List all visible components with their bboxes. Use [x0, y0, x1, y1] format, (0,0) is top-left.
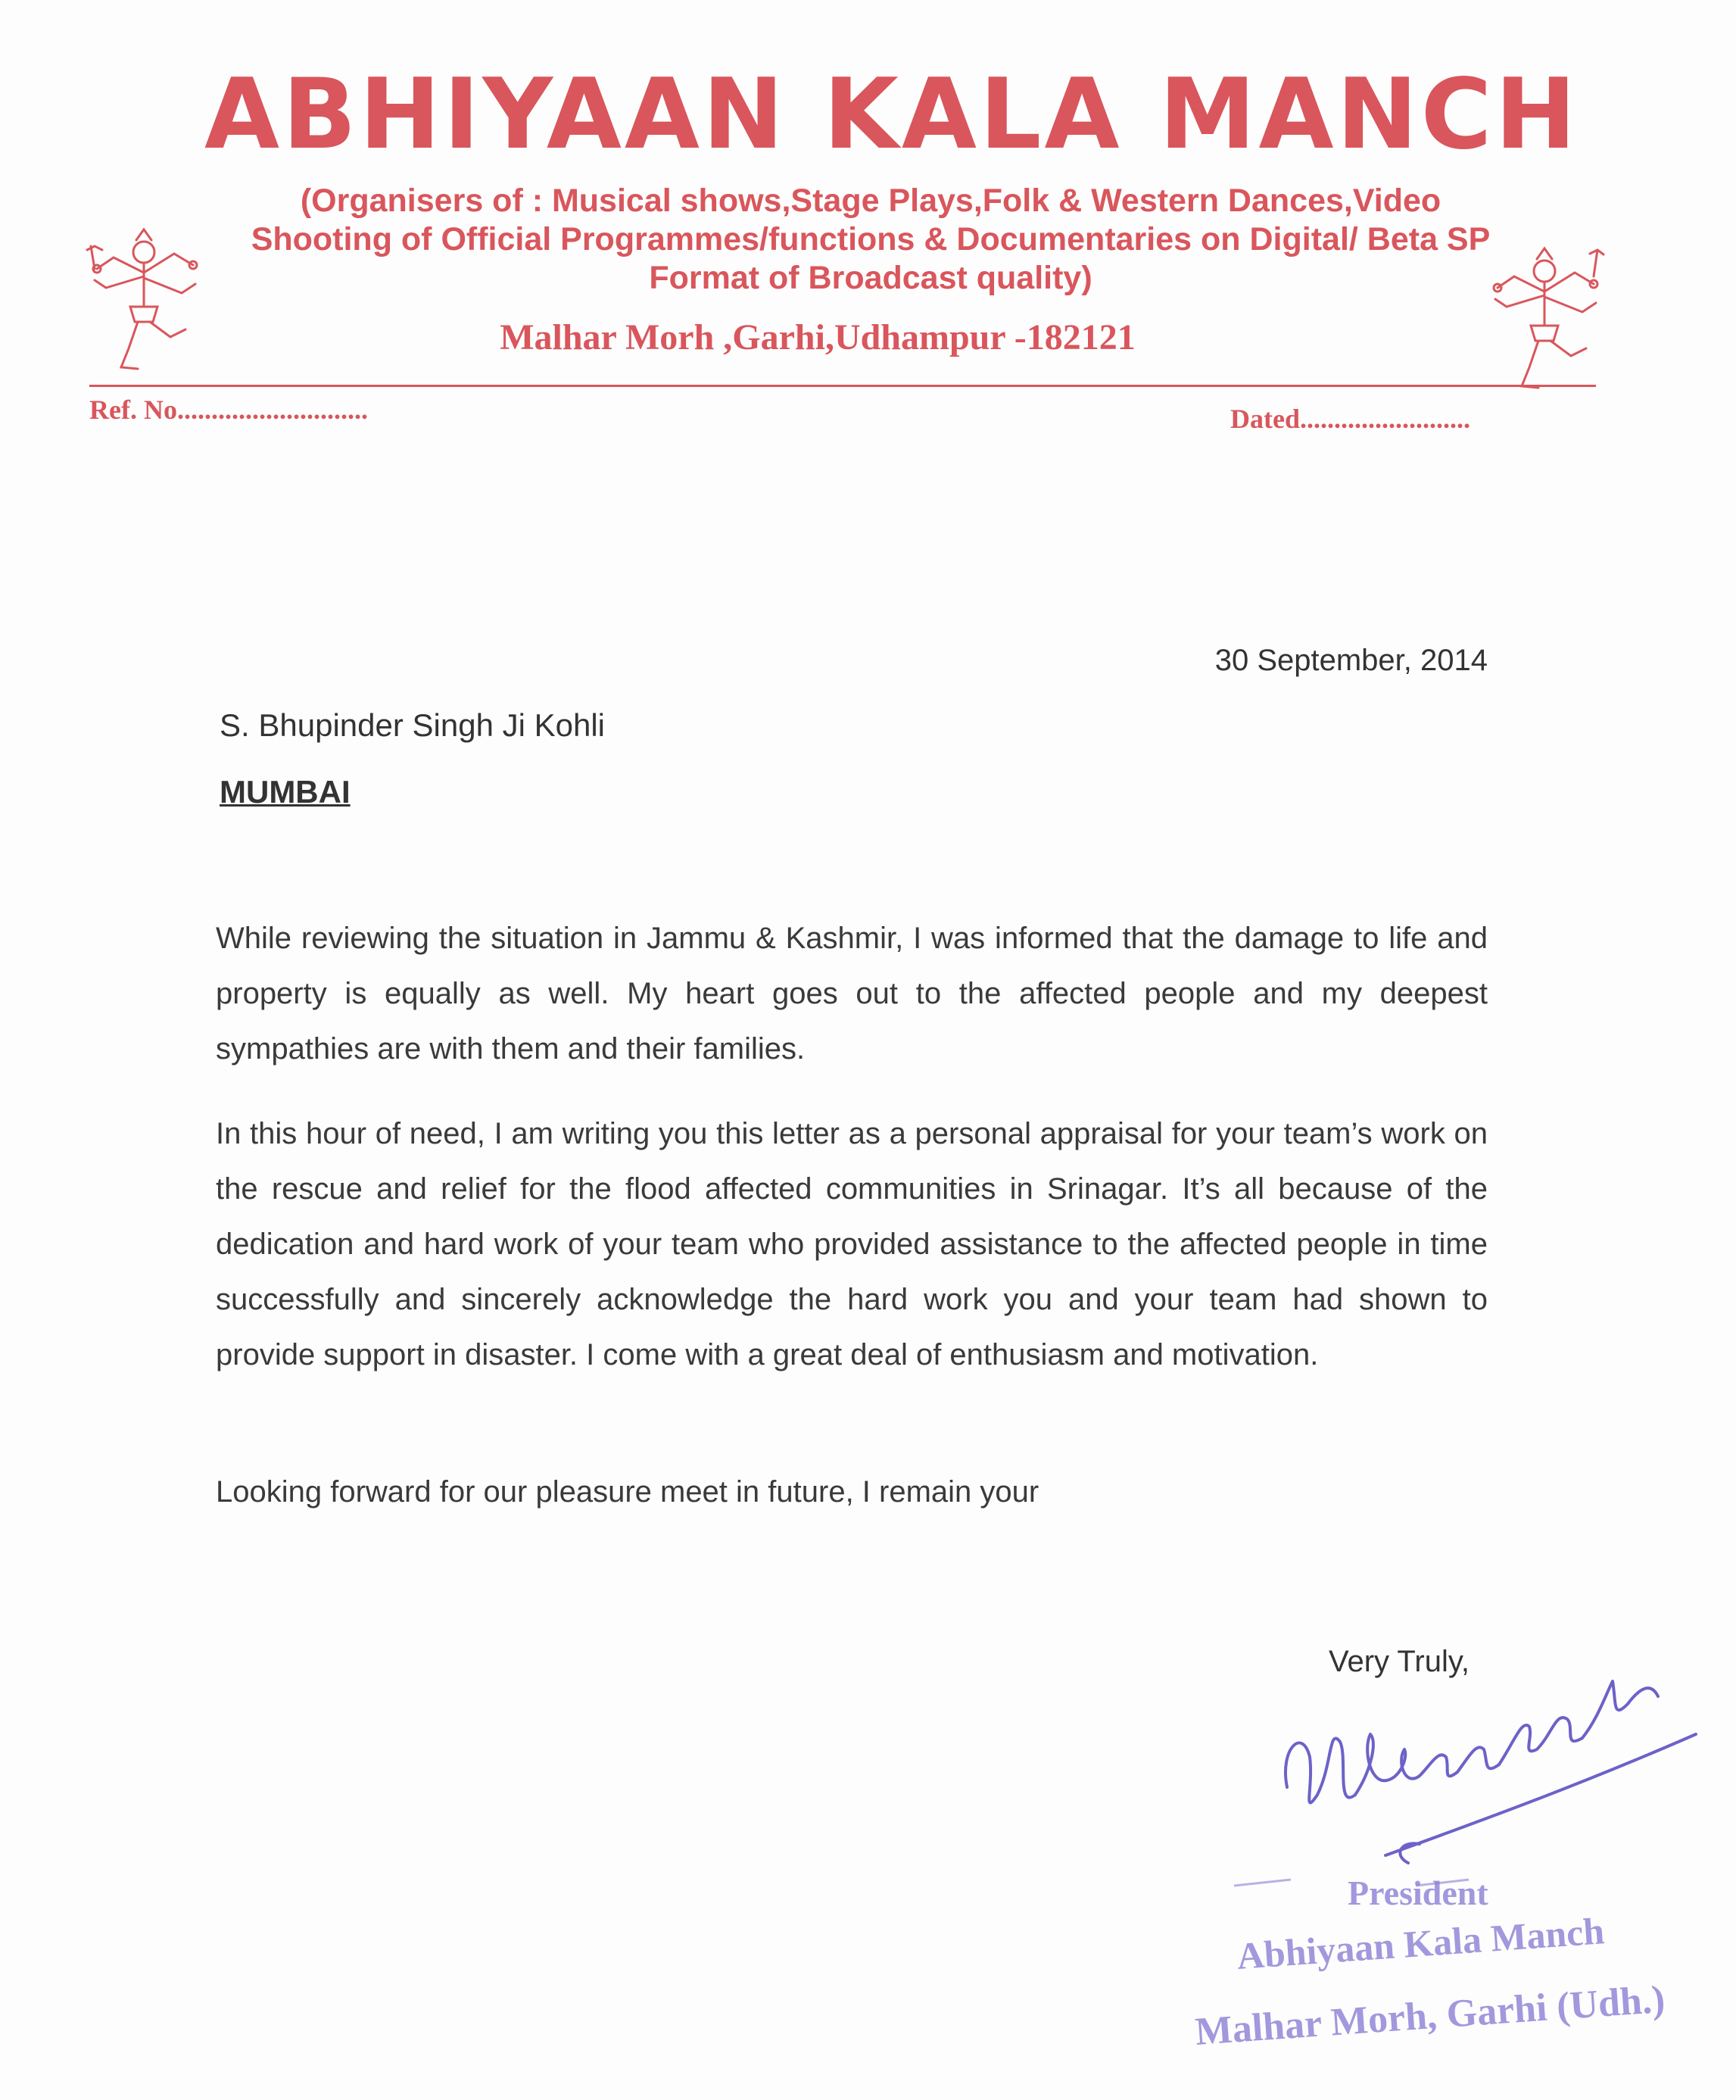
- stamp-address: Malhar Morh, Garhi (Udh.): [1193, 1977, 1666, 2054]
- dated-field: Dated.........................: [1230, 404, 1470, 434]
- letterhead-divider: [89, 385, 1596, 387]
- handwritten-signature: [1257, 1636, 1711, 1886]
- valediction: Very Truly,: [1329, 1645, 1470, 1678]
- org-tagline: (Organisers of : Musical shows,Stage Plays,Folk & Western Dances,Video Shooting of Official Programmes/functions & Documentaries on Digital/ Beta SP Format of Broadcast quality): [251, 183, 1491, 296]
- recipient-name: S. Bhupinder Singh Ji Kohli: [220, 707, 605, 743]
- dancing-deity-icon: [1484, 242, 1605, 394]
- body-paragraph: While reviewing the situation in Jammu & Kashmir, I was informed that the damage to life and property is equally as well. My heart goes out to the affected people and my deepest sympathies are with them and their families.: [216, 922, 1488, 1066]
- letter-date: 30 September, 2014: [1214, 644, 1488, 677]
- body-paragraph: In this hour of need, I am writing you this letter as a personal appraisal for your team’s work on the rescue and relief for the flood affected communities in Srinagar. It’s all because of the dedication and hard work of your team who provided assistance to the affected people in time successfully and sincerely acknowledge the hard work you and your team had shown to provide support in disaster. I come with a great deal of enthusiasm and motivation.: [216, 1117, 1488, 1371]
- org-address: Malhar Morh ,Garhi,Udhampur -182121: [500, 317, 1136, 357]
- recipient-city: MUMBAI: [220, 774, 351, 810]
- stamp-org: Abhiyaan Kala Manch: [1235, 1909, 1606, 1977]
- stamp-title: President: [1348, 1874, 1488, 1912]
- president-stamp: [1166, 1863, 1696, 2067]
- org-name: ABHIYAAN KALA MANCH: [204, 58, 1579, 171]
- ref-no-field: Ref. No............................: [89, 395, 368, 425]
- dancing-deity-icon: [83, 223, 204, 375]
- closing-line: Looking forward for our pleasure meet in future, I remain your: [216, 1475, 1039, 1509]
